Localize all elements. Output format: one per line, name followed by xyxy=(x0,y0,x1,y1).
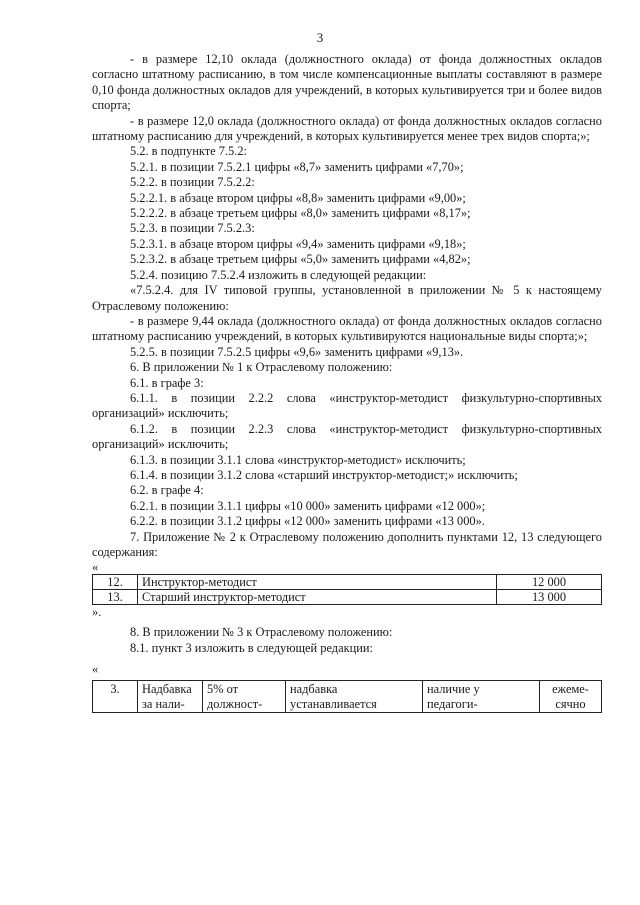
paragraphs-top xyxy=(92,52,602,560)
cell-line: наличие у xyxy=(427,682,480,697)
cell-line: ежеме- xyxy=(552,682,589,697)
paragraph: 6.1.4. в позиции 3.1.2 слова «старший инструктор-методист;» исключить; xyxy=(130,467,518,482)
table-cell-value: 12 000 xyxy=(497,575,602,590)
paragraph: «7.5.2.4. для IV типовой группы, установленной в приложении № 5 к настоящему Отраслевому положению: xyxy=(92,283,602,313)
table-cell xyxy=(203,681,286,713)
table-cell xyxy=(138,681,203,713)
paragraph: 5.2.3. в позиции 7.5.2.3: xyxy=(130,221,255,236)
table-cell-name: Старший инструктор-методист xyxy=(138,590,497,605)
cell-line: Надбавка xyxy=(142,682,192,697)
paragraph: 5.2.5. в позиции 7.5.2.5 цифры «9,6» заменить цифрами «9,13». xyxy=(130,344,464,359)
paragraph: - в размере 12,0 оклада (должностного оклада) от фонда должностных окладов согласно штатному расписанию для учреждений, в которых культивируется менее трех видов спорта;»; xyxy=(92,113,602,144)
page-number: 3 xyxy=(316,30,324,45)
paragraph: 6.1.1. в позиции 2.2.2 слова «инструктор-методист физкультурно-спортивных организаций» исключить; xyxy=(92,390,602,421)
quote-open: « xyxy=(92,560,99,575)
paragraph: 6.2. в графе 4: xyxy=(130,483,204,498)
paragraph: 5.2.4. позицию 7.5.2.4 изложить в следующей редакции: xyxy=(130,267,427,282)
paragraph: - в размере 12,10 оклада (должностного оклада) от фонда должностных окладов согласно штатному расписанию, в том числе компенсационные выплаты составляют в размере 0,10 фонда должностных окладов для учреждений, в которых культивируется три и более видов спорта; xyxy=(92,52,602,113)
paragraphs-bottom xyxy=(92,625,602,656)
paragraph: 5.2.3.2. в абзаце третьем цифры «5,0» заменить цифрами «4,82»; xyxy=(130,252,471,267)
paragraph: 5.2.2. в позиции 7.5.2.2: xyxy=(130,175,255,190)
paragraph: 8. В приложении № 3 к Отраслевому положению: xyxy=(130,625,393,640)
cell-line: 3. xyxy=(110,682,120,697)
table-cell xyxy=(286,681,423,713)
table-row xyxy=(93,681,602,713)
cell-line: за нали- xyxy=(142,697,185,712)
paragraph: 5.2. в подпункте 7.5.2: xyxy=(130,144,247,159)
paragraph: 8.1. пункт 3 изложить в следующей редакции: xyxy=(130,640,373,655)
positions-table xyxy=(92,574,602,605)
paragraph: 5.2.2.1. в абзаце втором цифры «8,8» заменить цифрами «9,00»; xyxy=(130,190,466,205)
table-cell-name: Инструктор-методист xyxy=(138,575,497,590)
paragraph: 6.2.1. в позиции 3.1.1 цифры «10 000» заменить цифрами «12 000»; xyxy=(130,498,486,513)
paragraph: 6.1.2. в позиции 2.2.3 слова «инструктор-методист физкультурно-спортивных организаций» исключить; xyxy=(92,421,602,452)
table-cell-num: 12. xyxy=(93,575,138,590)
cell-line: сячно xyxy=(555,697,586,712)
table-row xyxy=(93,590,602,605)
document-body xyxy=(92,52,602,713)
paragraph: 7. Приложение № 2 к Отраслевому положению дополнить пунктами 12, 13 следующего содержания: xyxy=(92,529,602,559)
table-cell xyxy=(93,681,138,713)
quote-open-2: « xyxy=(92,662,99,677)
paragraph: 6.1.3. в позиции 3.1.1 слова «инструктор-методист» исключить; xyxy=(130,452,466,467)
paragraph: 6. В приложении № 1 к Отраслевому положению: xyxy=(130,360,393,375)
table-cell-num: 13. xyxy=(93,590,138,605)
cell-line: педагоги- xyxy=(427,697,478,712)
allowance-table xyxy=(92,680,602,713)
table-cell xyxy=(540,681,602,713)
table-cell-value: 13 000 xyxy=(497,590,602,605)
cell-line: устанавливается xyxy=(290,697,377,712)
cell-line: должност- xyxy=(207,697,263,712)
paragraph: - в размере 9,44 оклада (должностного оклада) от фонда должностных окладов согласно штатному расписанию учреждений, в которых культивируются национальные виды спорта;»; xyxy=(92,313,602,344)
paragraph: 5.2.3.1. в абзаце втором цифры «9,4» заменить цифрами «9,18»; xyxy=(130,236,466,251)
paragraph: 5.2.1. в позиции 7.5.2.1 цифры «8,7» заменить цифрами «7,70»; xyxy=(130,159,464,174)
cell-line: 5% от xyxy=(207,682,239,697)
table-row xyxy=(93,575,602,590)
paragraph: 6.1. в графе 3: xyxy=(130,375,204,390)
table-cell xyxy=(423,681,540,713)
quote-close: ». xyxy=(92,605,102,620)
paragraph: 6.2.2. в позиции 3.1.2 цифры «12 000» заменить цифрами «13 000». xyxy=(130,514,485,529)
cell-line: надбавка xyxy=(290,682,338,697)
paragraph: 5.2.2.2. в абзаце третьем цифры «8,0» заменить цифрами «8,17»; xyxy=(130,206,471,221)
